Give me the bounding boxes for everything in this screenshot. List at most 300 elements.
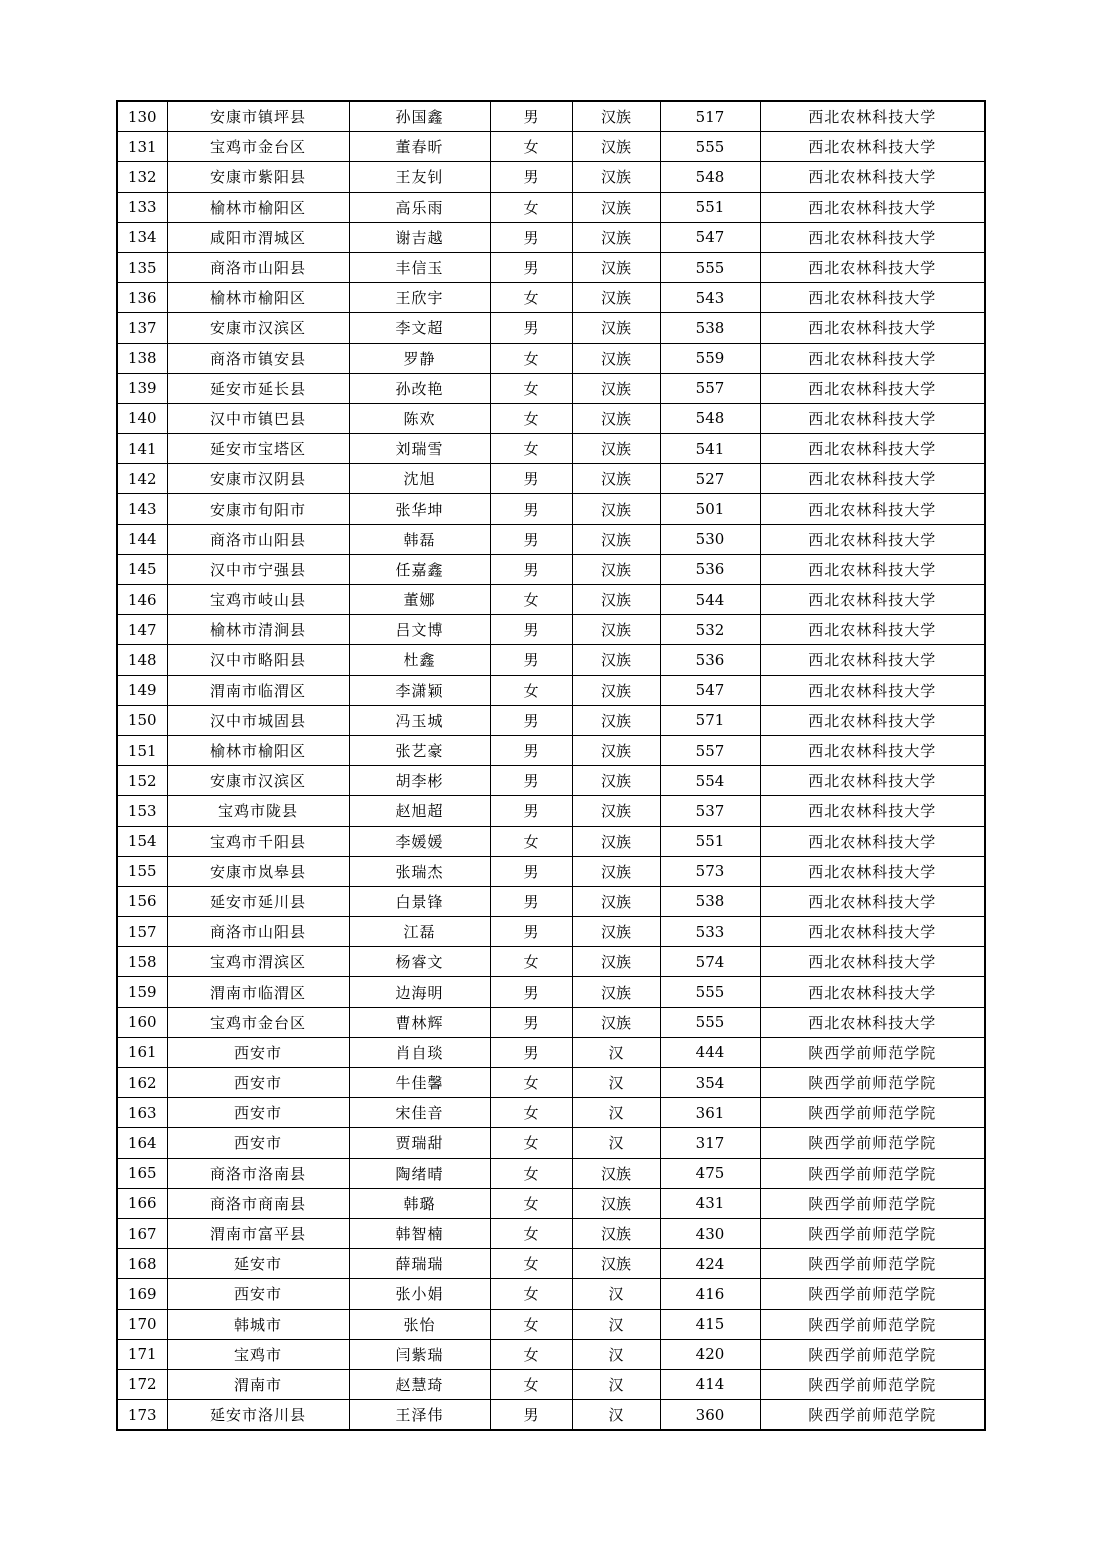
university-cell: 西北农林科技大学 bbox=[760, 826, 985, 856]
university-cell: 西北农林科技大学 bbox=[760, 132, 985, 162]
region-cell: 西安市 bbox=[167, 1279, 349, 1309]
gender-cell: 男 bbox=[490, 313, 572, 343]
region-cell: 商洛市洛南县 bbox=[167, 1158, 349, 1188]
ethnicity-cell: 汉族 bbox=[572, 101, 660, 132]
row-number-cell: 142 bbox=[117, 464, 167, 494]
row-number-cell: 144 bbox=[117, 524, 167, 554]
row-number-cell: 146 bbox=[117, 585, 167, 615]
gender-cell: 男 bbox=[490, 1037, 572, 1067]
university-cell: 西北农林科技大学 bbox=[760, 373, 985, 403]
region-cell: 宝鸡市岐山县 bbox=[167, 585, 349, 615]
region-cell: 商洛市商南县 bbox=[167, 1188, 349, 1218]
row-number-cell: 153 bbox=[117, 796, 167, 826]
student-name-cell: 李媛媛 bbox=[349, 826, 490, 856]
row-number-cell: 145 bbox=[117, 554, 167, 584]
ethnicity-cell: 汉族 bbox=[572, 675, 660, 705]
row-number-cell: 143 bbox=[117, 494, 167, 524]
student-name-cell: 王欣宇 bbox=[349, 283, 490, 313]
university-cell: 陕西学前师范学院 bbox=[760, 1068, 985, 1098]
student-name-cell: 曹林辉 bbox=[349, 1007, 490, 1037]
score-cell: 532 bbox=[660, 615, 760, 645]
ethnicity-cell: 汉族 bbox=[572, 1218, 660, 1248]
university-cell: 西北农林科技大学 bbox=[760, 494, 985, 524]
score-cell: 414 bbox=[660, 1369, 760, 1399]
score-cell: 555 bbox=[660, 1007, 760, 1037]
university-cell: 陕西学前师范学院 bbox=[760, 1309, 985, 1339]
score-cell: 537 bbox=[660, 796, 760, 826]
student-name-cell: 罗静 bbox=[349, 343, 490, 373]
table-row bbox=[117, 1068, 985, 1098]
region-cell: 榆林市榆阳区 bbox=[167, 735, 349, 765]
score-cell: 431 bbox=[660, 1188, 760, 1218]
row-number-cell: 159 bbox=[117, 977, 167, 1007]
row-number-cell: 151 bbox=[117, 735, 167, 765]
score-cell: 544 bbox=[660, 585, 760, 615]
score-cell: 444 bbox=[660, 1037, 760, 1067]
row-number-cell: 172 bbox=[117, 1369, 167, 1399]
student-name-cell: 任嘉鑫 bbox=[349, 554, 490, 584]
ethnicity-cell: 汉族 bbox=[572, 554, 660, 584]
row-number-cell: 164 bbox=[117, 1128, 167, 1158]
ethnicity-cell: 汉族 bbox=[572, 1007, 660, 1037]
university-cell: 陕西学前师范学院 bbox=[760, 1188, 985, 1218]
table-row bbox=[117, 1249, 985, 1279]
student-name-cell: 冯玉城 bbox=[349, 705, 490, 735]
region-cell: 汉中市略阳县 bbox=[167, 645, 349, 675]
gender-cell: 女 bbox=[490, 585, 572, 615]
university-cell: 西北农林科技大学 bbox=[760, 705, 985, 735]
student-name-cell: 贾瑞甜 bbox=[349, 1128, 490, 1158]
row-number-cell: 150 bbox=[117, 705, 167, 735]
table-row bbox=[117, 1188, 985, 1218]
ethnicity-cell: 汉族 bbox=[572, 1158, 660, 1188]
ethnicity-cell: 汉 bbox=[572, 1309, 660, 1339]
gender-cell: 女 bbox=[490, 1249, 572, 1279]
gender-cell: 男 bbox=[490, 222, 572, 252]
gender-cell: 男 bbox=[490, 886, 572, 916]
table-row bbox=[117, 222, 985, 252]
student-name-cell: 薛瑞瑞 bbox=[349, 1249, 490, 1279]
student-name-cell: 韩磊 bbox=[349, 524, 490, 554]
student-table bbox=[116, 100, 986, 1431]
student-name-cell: 张瑞杰 bbox=[349, 856, 490, 886]
score-cell: 551 bbox=[660, 826, 760, 856]
region-cell: 宝鸡市千阳县 bbox=[167, 826, 349, 856]
university-cell: 西北农林科技大学 bbox=[760, 343, 985, 373]
student-name-cell: 谢吉越 bbox=[349, 222, 490, 252]
ethnicity-cell: 汉族 bbox=[572, 464, 660, 494]
table-row bbox=[117, 917, 985, 947]
region-cell: 榆林市榆阳区 bbox=[167, 283, 349, 313]
student-name-cell: 孙改艳 bbox=[349, 373, 490, 403]
row-number-cell: 160 bbox=[117, 1007, 167, 1037]
region-cell: 商洛市山阳县 bbox=[167, 252, 349, 282]
row-number-cell: 156 bbox=[117, 886, 167, 916]
region-cell: 汉中市宁强县 bbox=[167, 554, 349, 584]
ethnicity-cell: 汉族 bbox=[572, 403, 660, 433]
score-cell: 543 bbox=[660, 283, 760, 313]
university-cell: 西北农林科技大学 bbox=[760, 434, 985, 464]
region-cell: 延安市延长县 bbox=[167, 373, 349, 403]
university-cell: 西北农林科技大学 bbox=[760, 645, 985, 675]
region-cell: 宝鸡市金台区 bbox=[167, 132, 349, 162]
university-cell: 西北农林科技大学 bbox=[760, 313, 985, 343]
table-row bbox=[117, 1279, 985, 1309]
ethnicity-cell: 汉族 bbox=[572, 343, 660, 373]
row-number-cell: 148 bbox=[117, 645, 167, 675]
score-cell: 555 bbox=[660, 132, 760, 162]
student-name-cell: 李潇颖 bbox=[349, 675, 490, 705]
student-name-cell: 王友钊 bbox=[349, 162, 490, 192]
gender-cell: 女 bbox=[490, 1158, 572, 1188]
score-cell: 571 bbox=[660, 705, 760, 735]
gender-cell: 女 bbox=[490, 1339, 572, 1369]
student-name-cell: 董娜 bbox=[349, 585, 490, 615]
ethnicity-cell: 汉族 bbox=[572, 645, 660, 675]
gender-cell: 女 bbox=[490, 1279, 572, 1309]
ethnicity-cell: 汉族 bbox=[572, 886, 660, 916]
row-number-cell: 130 bbox=[117, 101, 167, 132]
gender-cell: 男 bbox=[490, 705, 572, 735]
region-cell: 西安市 bbox=[167, 1068, 349, 1098]
student-name-cell: 张华坤 bbox=[349, 494, 490, 524]
student-name-cell: 吕文博 bbox=[349, 615, 490, 645]
student-name-cell: 丰信玉 bbox=[349, 252, 490, 282]
table-row bbox=[117, 132, 985, 162]
table-row bbox=[117, 283, 985, 313]
ethnicity-cell: 汉族 bbox=[572, 494, 660, 524]
table-row bbox=[117, 1158, 985, 1188]
student-name-cell: 张艺豪 bbox=[349, 735, 490, 765]
row-number-cell: 158 bbox=[117, 947, 167, 977]
table-row bbox=[117, 826, 985, 856]
score-cell: 361 bbox=[660, 1098, 760, 1128]
ethnicity-cell: 汉族 bbox=[572, 283, 660, 313]
student-name-cell: 肖自琰 bbox=[349, 1037, 490, 1067]
region-cell: 渭南市临渭区 bbox=[167, 977, 349, 1007]
region-cell: 延安市延川县 bbox=[167, 886, 349, 916]
region-cell: 渭南市富平县 bbox=[167, 1218, 349, 1248]
university-cell: 陕西学前师范学院 bbox=[760, 1279, 985, 1309]
gender-cell: 女 bbox=[490, 403, 572, 433]
region-cell: 商洛市山阳县 bbox=[167, 524, 349, 554]
student-name-cell: 刘瑞雪 bbox=[349, 434, 490, 464]
student-name-cell: 白景锋 bbox=[349, 886, 490, 916]
region-cell: 安康市岚皋县 bbox=[167, 856, 349, 886]
row-number-cell: 165 bbox=[117, 1158, 167, 1188]
gender-cell: 男 bbox=[490, 645, 572, 675]
university-cell: 西北农林科技大学 bbox=[760, 615, 985, 645]
university-cell: 陕西学前师范学院 bbox=[760, 1098, 985, 1128]
student-name-cell: 韩智楠 bbox=[349, 1218, 490, 1248]
row-number-cell: 171 bbox=[117, 1339, 167, 1369]
region-cell: 宝鸡市 bbox=[167, 1339, 349, 1369]
university-cell: 西北农林科技大学 bbox=[760, 162, 985, 192]
region-cell: 宝鸡市陇县 bbox=[167, 796, 349, 826]
university-cell: 西北农林科技大学 bbox=[760, 192, 985, 222]
table-row bbox=[117, 705, 985, 735]
score-cell: 430 bbox=[660, 1218, 760, 1248]
score-cell: 547 bbox=[660, 675, 760, 705]
university-cell: 西北农林科技大学 bbox=[760, 554, 985, 584]
row-number-cell: 133 bbox=[117, 192, 167, 222]
gender-cell: 女 bbox=[490, 192, 572, 222]
university-cell: 陕西学前师范学院 bbox=[760, 1158, 985, 1188]
region-cell: 安康市紫阳县 bbox=[167, 162, 349, 192]
ethnicity-cell: 汉 bbox=[572, 1098, 660, 1128]
student-name-cell: 胡李彬 bbox=[349, 766, 490, 796]
row-number-cell: 137 bbox=[117, 313, 167, 343]
row-number-cell: 149 bbox=[117, 675, 167, 705]
gender-cell: 女 bbox=[490, 947, 572, 977]
student-name-cell: 沈旭 bbox=[349, 464, 490, 494]
score-cell: 555 bbox=[660, 252, 760, 282]
score-cell: 420 bbox=[660, 1339, 760, 1369]
table-row bbox=[117, 434, 985, 464]
university-cell: 西北农林科技大学 bbox=[760, 766, 985, 796]
gender-cell: 女 bbox=[490, 675, 572, 705]
table-row bbox=[117, 977, 985, 1007]
university-cell: 西北农林科技大学 bbox=[760, 675, 985, 705]
table-row bbox=[117, 1218, 985, 1248]
row-number-cell: 163 bbox=[117, 1098, 167, 1128]
table-row bbox=[117, 1309, 985, 1339]
region-cell: 汉中市镇巴县 bbox=[167, 403, 349, 433]
score-cell: 527 bbox=[660, 464, 760, 494]
score-cell: 548 bbox=[660, 403, 760, 433]
university-cell: 西北农林科技大学 bbox=[760, 403, 985, 433]
gender-cell: 女 bbox=[490, 283, 572, 313]
gender-cell: 男 bbox=[490, 494, 572, 524]
gender-cell: 男 bbox=[490, 554, 572, 584]
gender-cell: 男 bbox=[490, 977, 572, 1007]
score-cell: 517 bbox=[660, 101, 760, 132]
region-cell: 安康市旬阳市 bbox=[167, 494, 349, 524]
university-cell: 陕西学前师范学院 bbox=[760, 1128, 985, 1158]
ethnicity-cell: 汉族 bbox=[572, 615, 660, 645]
score-cell: 538 bbox=[660, 313, 760, 343]
ethnicity-cell: 汉族 bbox=[572, 132, 660, 162]
score-cell: 475 bbox=[660, 1158, 760, 1188]
student-name-cell: 张怡 bbox=[349, 1309, 490, 1339]
student-table-body bbox=[117, 101, 985, 1430]
table-row bbox=[117, 1369, 985, 1399]
region-cell: 商洛市山阳县 bbox=[167, 917, 349, 947]
ethnicity-cell: 汉 bbox=[572, 1369, 660, 1399]
student-name-cell: 陈欢 bbox=[349, 403, 490, 433]
region-cell: 宝鸡市渭滨区 bbox=[167, 947, 349, 977]
ethnicity-cell: 汉族 bbox=[572, 735, 660, 765]
ethnicity-cell: 汉族 bbox=[572, 977, 660, 1007]
region-cell: 安康市汉阴县 bbox=[167, 464, 349, 494]
ethnicity-cell: 汉族 bbox=[572, 434, 660, 464]
student-name-cell: 杨睿文 bbox=[349, 947, 490, 977]
university-cell: 西北农林科技大学 bbox=[760, 585, 985, 615]
student-name-cell: 张小娟 bbox=[349, 1279, 490, 1309]
score-cell: 360 bbox=[660, 1400, 760, 1431]
table-row bbox=[117, 1128, 985, 1158]
university-cell: 西北农林科技大学 bbox=[760, 283, 985, 313]
gender-cell: 男 bbox=[490, 917, 572, 947]
student-name-cell: 杜鑫 bbox=[349, 645, 490, 675]
score-cell: 557 bbox=[660, 735, 760, 765]
gender-cell: 男 bbox=[490, 524, 572, 554]
ethnicity-cell: 汉 bbox=[572, 1339, 660, 1369]
score-cell: 557 bbox=[660, 373, 760, 403]
ethnicity-cell: 汉 bbox=[572, 1128, 660, 1158]
university-cell: 陕西学前师范学院 bbox=[760, 1249, 985, 1279]
university-cell: 西北农林科技大学 bbox=[760, 917, 985, 947]
university-cell: 西北农林科技大学 bbox=[760, 101, 985, 132]
table-row bbox=[117, 675, 985, 705]
row-number-cell: 173 bbox=[117, 1400, 167, 1431]
table-row bbox=[117, 1400, 985, 1431]
row-number-cell: 134 bbox=[117, 222, 167, 252]
gender-cell: 女 bbox=[490, 1369, 572, 1399]
table-row bbox=[117, 524, 985, 554]
gender-cell: 男 bbox=[490, 1400, 572, 1431]
student-name-cell: 陶绪晴 bbox=[349, 1158, 490, 1188]
student-name-cell: 边海明 bbox=[349, 977, 490, 1007]
region-cell: 安康市汉滨区 bbox=[167, 313, 349, 343]
score-cell: 501 bbox=[660, 494, 760, 524]
row-number-cell: 154 bbox=[117, 826, 167, 856]
ethnicity-cell: 汉族 bbox=[572, 705, 660, 735]
university-cell: 西北农林科技大学 bbox=[760, 222, 985, 252]
student-name-cell: 孙国鑫 bbox=[349, 101, 490, 132]
score-cell: 548 bbox=[660, 162, 760, 192]
gender-cell: 男 bbox=[490, 766, 572, 796]
student-name-cell: 王泽伟 bbox=[349, 1400, 490, 1431]
university-cell: 西北农林科技大学 bbox=[760, 252, 985, 282]
row-number-cell: 155 bbox=[117, 856, 167, 886]
ethnicity-cell: 汉族 bbox=[572, 1249, 660, 1279]
gender-cell: 男 bbox=[490, 735, 572, 765]
table-row bbox=[117, 766, 985, 796]
score-cell: 530 bbox=[660, 524, 760, 554]
table-row bbox=[117, 343, 985, 373]
region-cell: 商洛市镇安县 bbox=[167, 343, 349, 373]
table-row bbox=[117, 1037, 985, 1067]
gender-cell: 女 bbox=[490, 1068, 572, 1098]
score-cell: 317 bbox=[660, 1128, 760, 1158]
student-name-cell: 韩璐 bbox=[349, 1188, 490, 1218]
table-row bbox=[117, 554, 985, 584]
university-cell: 陕西学前师范学院 bbox=[760, 1339, 985, 1369]
gender-cell: 女 bbox=[490, 1218, 572, 1248]
table-row bbox=[117, 373, 985, 403]
table-row bbox=[117, 162, 985, 192]
row-number-cell: 136 bbox=[117, 283, 167, 313]
score-cell: 538 bbox=[660, 886, 760, 916]
score-cell: 536 bbox=[660, 554, 760, 584]
gender-cell: 女 bbox=[490, 1098, 572, 1128]
score-cell: 574 bbox=[660, 947, 760, 977]
gender-cell: 男 bbox=[490, 1007, 572, 1037]
gender-cell: 男 bbox=[490, 252, 572, 282]
gender-cell: 女 bbox=[490, 373, 572, 403]
ethnicity-cell: 汉族 bbox=[572, 856, 660, 886]
university-cell: 西北农林科技大学 bbox=[760, 524, 985, 554]
region-cell: 延安市洛川县 bbox=[167, 1400, 349, 1431]
table-row bbox=[117, 886, 985, 916]
gender-cell: 女 bbox=[490, 434, 572, 464]
student-name-cell: 董春昕 bbox=[349, 132, 490, 162]
ethnicity-cell: 汉族 bbox=[572, 585, 660, 615]
row-number-cell: 141 bbox=[117, 434, 167, 464]
ethnicity-cell: 汉族 bbox=[572, 524, 660, 554]
table-row bbox=[117, 464, 985, 494]
region-cell: 咸阳市渭城区 bbox=[167, 222, 349, 252]
university-cell: 西北农林科技大学 bbox=[760, 796, 985, 826]
student-name-cell: 宋佳音 bbox=[349, 1098, 490, 1128]
university-cell: 西北农林科技大学 bbox=[760, 947, 985, 977]
score-cell: 416 bbox=[660, 1279, 760, 1309]
row-number-cell: 132 bbox=[117, 162, 167, 192]
region-cell: 渭南市 bbox=[167, 1369, 349, 1399]
ethnicity-cell: 汉族 bbox=[572, 917, 660, 947]
table-row bbox=[117, 1007, 985, 1037]
student-name-cell: 赵慧琦 bbox=[349, 1369, 490, 1399]
university-cell: 西北农林科技大学 bbox=[760, 977, 985, 1007]
ethnicity-cell: 汉族 bbox=[572, 796, 660, 826]
row-number-cell: 157 bbox=[117, 917, 167, 947]
region-cell: 延安市宝塔区 bbox=[167, 434, 349, 464]
university-cell: 陕西学前师范学院 bbox=[760, 1218, 985, 1248]
score-cell: 354 bbox=[660, 1068, 760, 1098]
ethnicity-cell: 汉族 bbox=[572, 766, 660, 796]
student-name-cell: 江磊 bbox=[349, 917, 490, 947]
table-row bbox=[117, 615, 985, 645]
gender-cell: 男 bbox=[490, 796, 572, 826]
table-row bbox=[117, 856, 985, 886]
ethnicity-cell: 汉族 bbox=[572, 947, 660, 977]
ethnicity-cell: 汉族 bbox=[572, 162, 660, 192]
score-cell: 551 bbox=[660, 192, 760, 222]
row-number-cell: 162 bbox=[117, 1068, 167, 1098]
student-name-cell: 高乐雨 bbox=[349, 192, 490, 222]
score-cell: 559 bbox=[660, 343, 760, 373]
ethnicity-cell: 汉族 bbox=[572, 373, 660, 403]
row-number-cell: 152 bbox=[117, 766, 167, 796]
ethnicity-cell: 汉族 bbox=[572, 252, 660, 282]
region-cell: 西安市 bbox=[167, 1037, 349, 1067]
table-row bbox=[117, 313, 985, 343]
score-cell: 424 bbox=[660, 1249, 760, 1279]
student-name-cell: 赵旭超 bbox=[349, 796, 490, 826]
region-cell: 安康市汉滨区 bbox=[167, 766, 349, 796]
gender-cell: 女 bbox=[490, 826, 572, 856]
ethnicity-cell: 汉族 bbox=[572, 826, 660, 856]
table-row bbox=[117, 403, 985, 433]
student-name-cell: 李文超 bbox=[349, 313, 490, 343]
table-row bbox=[117, 252, 985, 282]
university-cell: 陕西学前师范学院 bbox=[760, 1400, 985, 1431]
gender-cell: 男 bbox=[490, 464, 572, 494]
row-number-cell: 169 bbox=[117, 1279, 167, 1309]
table-row bbox=[117, 645, 985, 675]
university-cell: 陕西学前师范学院 bbox=[760, 1037, 985, 1067]
gender-cell: 男 bbox=[490, 162, 572, 192]
region-cell: 汉中市城固县 bbox=[167, 705, 349, 735]
university-cell: 陕西学前师范学院 bbox=[760, 1369, 985, 1399]
university-cell: 西北农林科技大学 bbox=[760, 735, 985, 765]
table-row bbox=[117, 101, 985, 132]
row-number-cell: 167 bbox=[117, 1218, 167, 1248]
region-cell: 延安市 bbox=[167, 1249, 349, 1279]
score-cell: 554 bbox=[660, 766, 760, 796]
row-number-cell: 135 bbox=[117, 252, 167, 282]
